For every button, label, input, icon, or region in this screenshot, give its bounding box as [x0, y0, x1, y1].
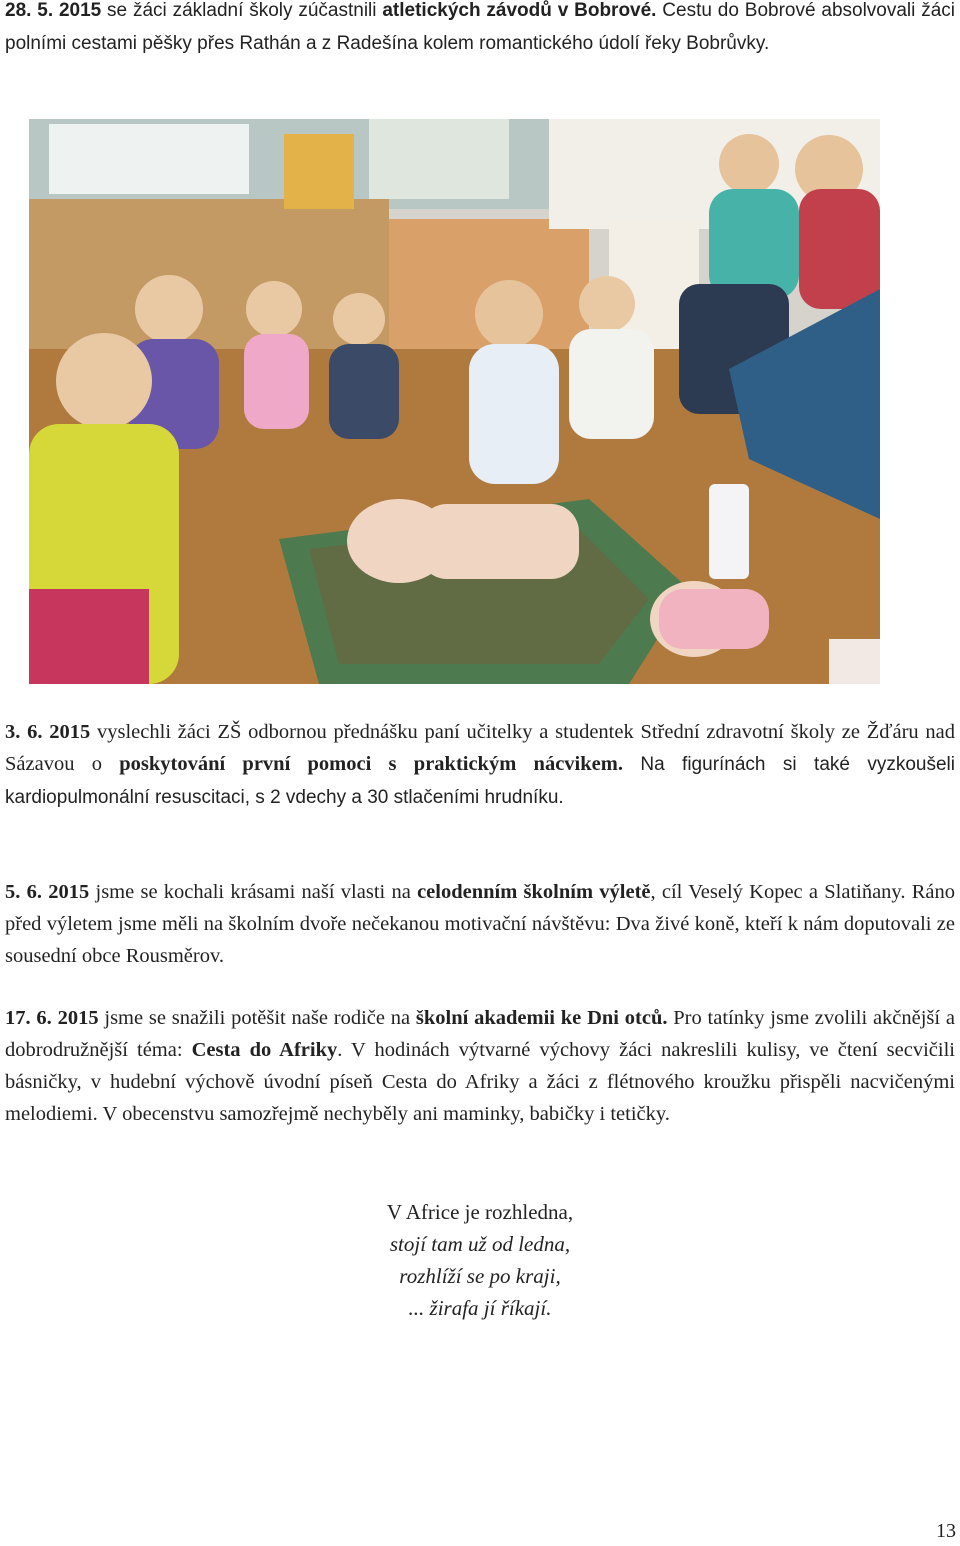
paragraph-first-aid [5, 716, 955, 814]
highlight-athletics: atletických závodů v Bobrové. [382, 0, 657, 21]
text-school-trip-3: Ráno před výletem jsme měli na školním dvoře nečekanou motivační návštěvu: Dva živé koně, kteří k nám doputovali ze sousední obce Rousměrov. [5, 881, 956, 967]
date-first-aid: 3. 6. 2015 [5, 721, 91, 743]
date-school-trip: 5. 6. 2015 [5, 881, 90, 903]
paragraph-school-trip [5, 876, 955, 972]
highlight-school-trip: celodenním školním výletě [417, 881, 651, 903]
text-school-trip-1: jsme se kochali krásami naší vlasti na [89, 881, 418, 903]
poem-line: rozhlíží se po kraji, [399, 1264, 561, 1288]
first-aid-training-photo [29, 119, 880, 684]
paragraph-athletics [5, 0, 955, 60]
poem-line: V Africe je rozhledna, [386, 1200, 574, 1224]
text-athletics-2: Cestu do Bobrové absolvovali žáci polními cestami pěšky přes Rathán a z Radešína kolem romantického údolí řeky Bobrůvky. [5, 0, 956, 54]
text-academy-1: jsme se snažili potěšit naše rodiče na [98, 1007, 416, 1029]
date-academy: 17. 6. 2015 [5, 1007, 99, 1029]
page-number: 13 [936, 1520, 956, 1542]
poem-line: ... žirafa jí říkají. [408, 1296, 552, 1320]
highlight-africa: Cesta do Afriky [191, 1039, 338, 1061]
text-school-trip-2: , cíl Veselý Kopec a Slatiňany. [650, 881, 906, 903]
date-athletics: 28. 5. 2015 [5, 0, 102, 21]
paragraph-academy [5, 1002, 955, 1130]
highlight-academy: školní akademii ke Dni otců. [415, 1007, 668, 1029]
text-first-aid-2: Na figurínách si také vyzkoušeli kardiopulmonální resuscitaci, s 2 vdechy a 30 stlačeními hrudníku. [5, 754, 956, 808]
highlight-first-aid: poskytování první pomoci s praktickým nácvikem. [119, 753, 623, 775]
poem-line: stojí tam už od ledna, [389, 1232, 571, 1256]
text-athletics-1: se žáci základní školy zúčastnili [101, 0, 383, 21]
poem [0, 1196, 960, 1324]
text-academy-3: . V hodinách výtvarné výchovy žáci nakreslili kulisy, ve čtení secvičili básničky, v hudební výchově úvodní píseň Cesta do Afriky a žáci z flétnového kroužku přispěli nacvičenými melodiemi. V obecenstvu samozřejmě nechyběly ani maminky, babičky i tetičky. [5, 1039, 955, 1125]
text-first-aid-1: vyslechli žáci ZŠ odbornou přednášku paní učitelky a studentek Střední zdravotní školy ze Žďáru nad Sázavou o [5, 721, 955, 775]
text-academy-2: Pro tatínky jsme zvolili akčnější a dobrodružnější téma: [5, 1007, 955, 1061]
